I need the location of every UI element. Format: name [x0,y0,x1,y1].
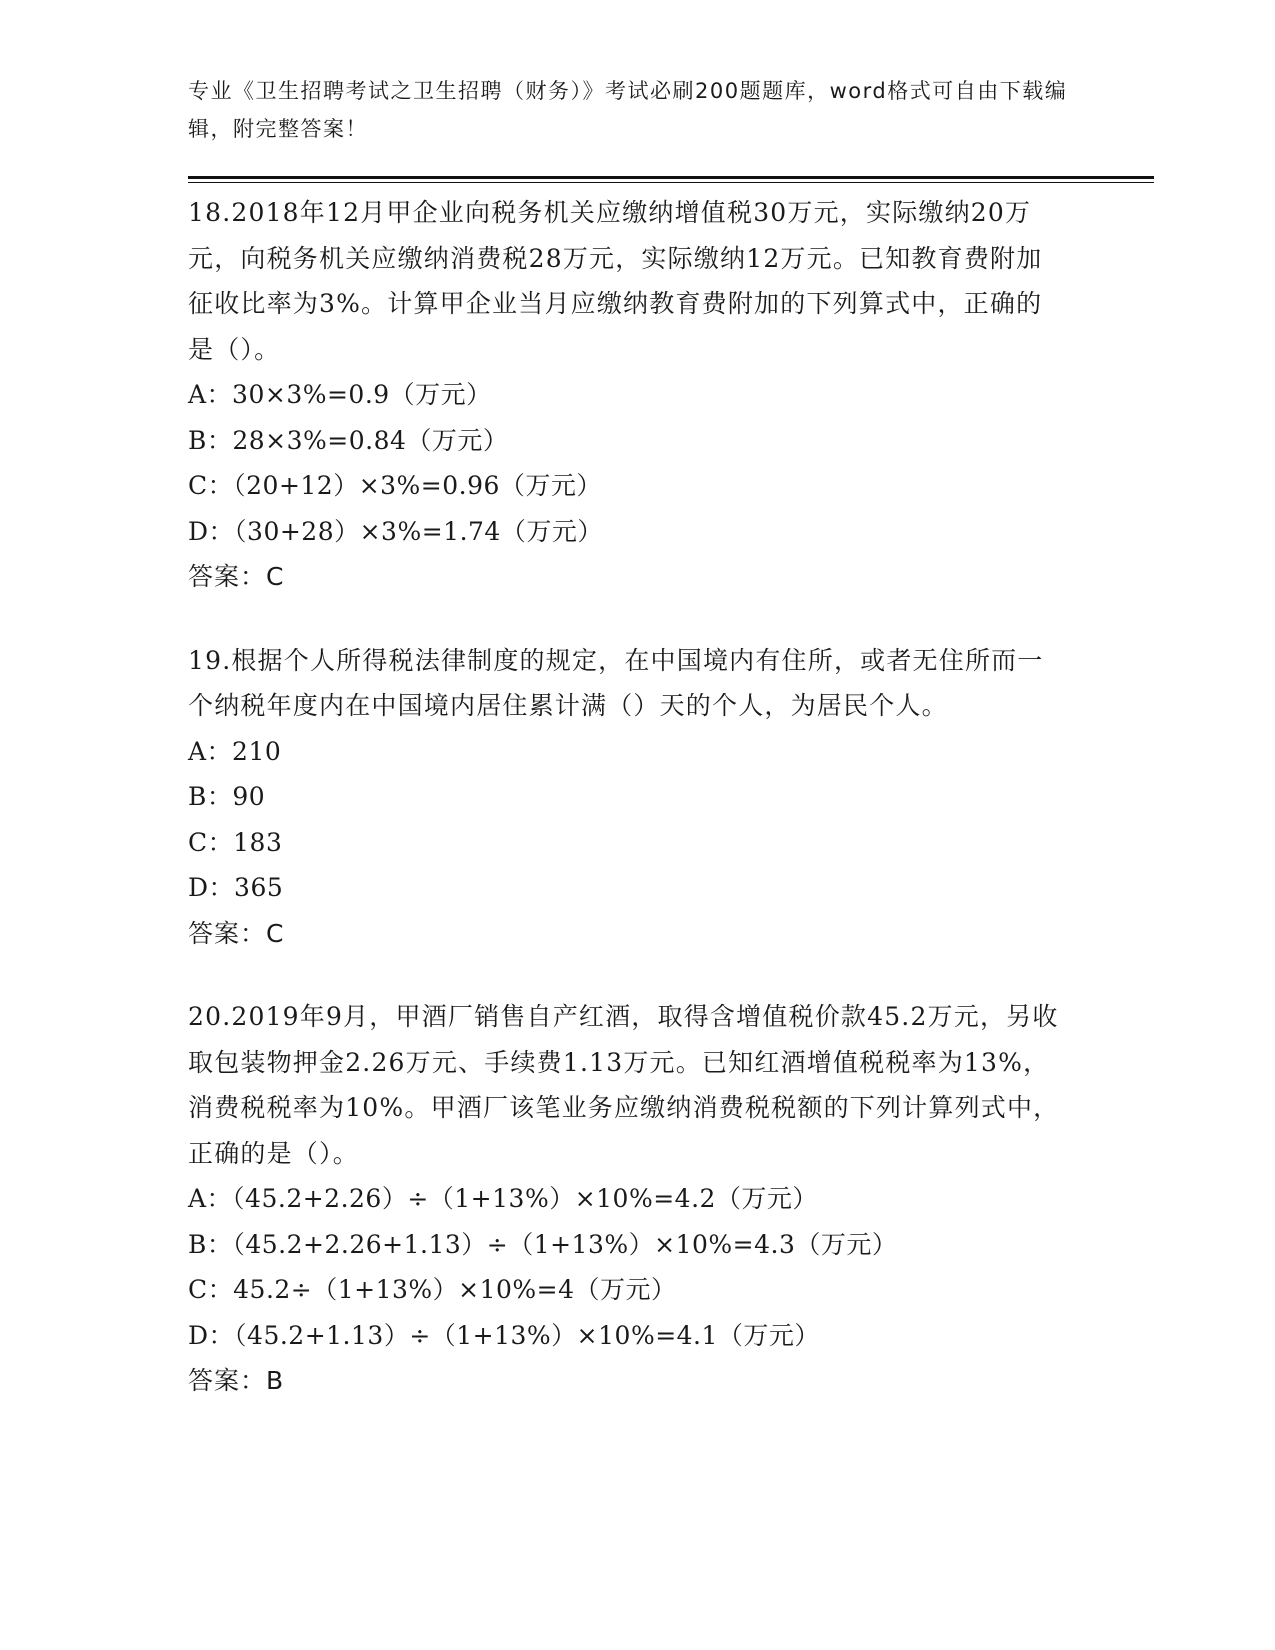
option-d: D：365 [188,873,284,902]
answer-line: 答案：C [188,562,285,591]
option-d: D：（45.2+1.13）÷（1+13%）×10%=4.1（万元） [188,1320,820,1350]
option-b: B：（45.2+2.26+1.13）÷（1+13%）×10%=4.3（万元） [188,1229,898,1259]
question-stem: 18.2018年12月甲企业向税务机关应缴纳增值税30万元，实际缴纳20万元，向税务机关应缴纳消费税28万元，实际缴纳12万元。已知教育费附加征收比率为3%。计算甲企业当月应缴纳教育费附加的下列算式中，正确的是（）。 [188,198,1043,364]
answer-line: 答案：C [188,918,285,948]
option-d: D：（30+28）×3%=1.74（万元） [188,516,603,546]
option-c: C：183 [188,827,283,857]
option-c: C：45.2÷（1+13%）×10%=4（万元） [188,1275,677,1304]
question-19 [188,638,1068,957]
question-18 [188,190,1068,600]
option-b: B：90 [188,782,266,811]
answer-line: 答案：B [188,1366,285,1395]
option-c: C：（20+12）×3%=0.96（万元） [188,471,602,500]
option-a: A：（45.2+2.26）÷（1+13%）×10%=4.2（万元） [188,1184,818,1213]
option-b: B：28×3%=0.84（万元） [188,425,509,455]
question-20 [188,994,1068,1404]
option-a: A：210 [188,736,282,766]
question-stem: 19.根据个人所得税法律制度的规定，在中国境内有住所，或者无住所而一个纳税年度内在中国境内居住累计满（）天的个人，为居民个人。 [188,645,1044,720]
question-stem: 20.2019年9月，甲酒厂销售自产红酒，取得含增值税价款45.2万元，另收取包装物押金2.26万元、手续费1.13万元。已知红酒增值税税率为13%，消费税税率为10%。甲酒厂该笔业务应缴纳消费税税额的下列计算列式中，正确的是（）。 [188,1002,1060,1168]
document-header: 专业《卫生招聘考试之卫生招聘（财务）》考试必刷200题题库，word格式可自由下载编辑，附完整答案！ [188,79,1068,141]
header-rule-thick [188,176,1154,179]
option-a: A：30×3%=0.9（万元） [188,380,492,409]
question-list [188,190,1068,1442]
header-rule-thin [188,182,1154,183]
